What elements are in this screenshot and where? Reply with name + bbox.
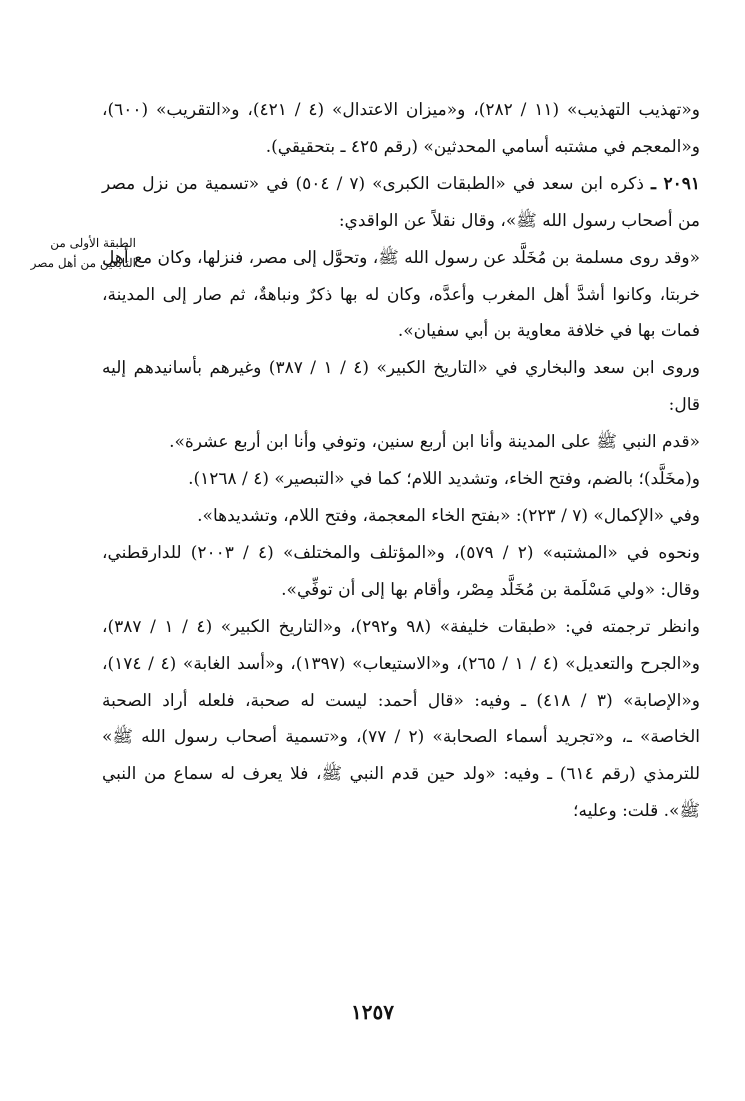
paragraph-quote-waqidi: «وقد روى مسلمة بن مُخَلَّد عن رسول الله ﷺ، وتحوَّل إلى مصر، فنزلها، وكان مع أهل خربتا، وكانوا أشدَّ أهل المغرب وأعدَّه، وكان له بها ذكرٌ ونباهةٌ، ثم صار إلى المدينة، فمات بها في خلافة معاوية بن أبي سفيان». [102, 247, 700, 342]
margin-note-line-2: التابعين من أهل مصر [30, 256, 136, 270]
paragraph-ikmal: وفي «الإكمال» (٧ / ٢٢٣): «بفتح الخاء المعجمة، وفتح اللام، وتشديدها». [197, 505, 700, 526]
paragraph-narration: وروى ابن سعد والبخاري في «التاريخ الكبير» (٤ / ١ / ٣٨٧) وغيرهم بأسانيدهم إليه قال: [102, 358, 700, 416]
paragraph-spelling: و(مخَلَّد)؛ بالضم، وفتح الخاء، وتشديد اللام؛ كما في «التبصير» (٤ / ١٢٦٨). [188, 469, 700, 490]
paragraph-mushtabih: ونحوه في «المشتبه» (٢ / ٥٧٩)، و«المؤتلف والمختلف» (٤ / ٢٠٠٣) للدارقطني، وقال: «ولي مَسْلَمة بن مُخَلَّد مِصْر، وأقام بها إلى أن توفِّي». [102, 542, 700, 600]
main-text [102, 92, 700, 830]
entry-intro: ذكره ابن سعد في «الطبقات الكبرى» (٧ / ٥٠٤) في «تسمية من نزل مصر من أصحاب رسول الله ﷺ»، وقال نقلاً عن الواقدي: [102, 173, 700, 231]
paragraph-footnote-end: و«تهذيب التهذيب» (١١ / ٢٨٢)، و«ميزان الاعتدال» (٤ / ٤٢١)، و«التقريب» (٦٠٠)، و«المعجم في مشتبه أسامي المحدثين» (رقم ٤٢٥ ـ بتحقيقي). [102, 100, 700, 157]
entry-number: ٢٠٩١ ـ [650, 173, 700, 194]
paragraph-references: وانظر ترجمته في: «طبقات خليفة» (٩٨ و٢٩٢)، و«التاريخ الكبير» (٤ / ١ / ٣٨٧)، و«الجرح والتعديل» (٤ / ١ / ٢٦٥)، و«الاستيعاب» (١٣٩٧)، و«أسد الغابة» (٤ / ١٧٤)، و«الإصابة» (٣ / ٤١٨) ـ وفيه: «قال أحمد: ليست له صحبة، فلعله أراد الصحبة الخاصة» ـ، و«تجريد أسماء الصحابة» (٢ / ٧٧)، و«تسمية أصحاب رسول الله ﷺ» للترمذي (رقم ٦١٤) ـ وفيه: «ولد حين قدم النبي ﷺ، فلا يعرف له سماع من النبي ﷺ». قلت: وعليه؛ [102, 616, 700, 822]
page-number: ١٢٥٧ [351, 1000, 394, 1024]
paragraph-entry-start [102, 166, 700, 240]
paragraph-quote-arrival: «قدم النبي ﷺ على المدينة وأنا ابن أربع سنين، وتوفي وأنا ابن أربع عشرة». [169, 432, 700, 453]
margin-note-line-1: الطبقة الأولى من [50, 236, 136, 250]
